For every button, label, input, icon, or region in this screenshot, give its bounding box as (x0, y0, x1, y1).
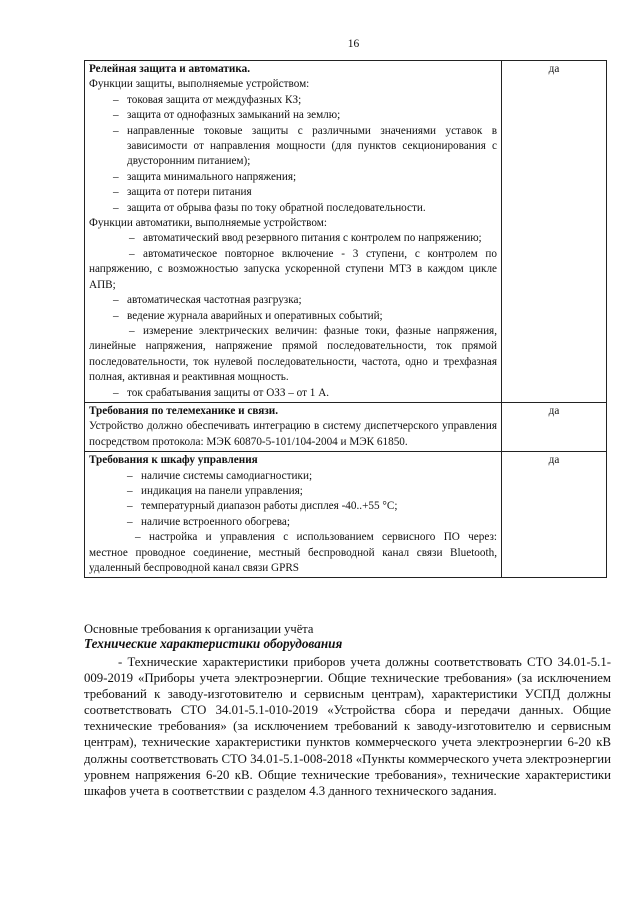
requirement-line (89, 324, 497, 386)
section-body (84, 654, 611, 799)
section-subtitle: Технические характеристики оборудования (84, 636, 343, 651)
requirement-line (89, 309, 497, 324)
requirement-line (89, 93, 497, 108)
requirement-line (89, 469, 497, 484)
requirement-line (89, 77, 497, 92)
list-dash: – (127, 484, 133, 497)
requirement-line (89, 231, 497, 246)
requirement-title: Требования по телемеханике и связи. (89, 404, 279, 417)
requirement-line (89, 419, 497, 450)
requirement-line (89, 499, 497, 514)
list-dash: – (127, 515, 133, 528)
requirement-line (89, 293, 497, 308)
requirement-answer-cell: да (502, 452, 607, 578)
requirement-line (89, 216, 497, 231)
requirement-description-cell (85, 61, 502, 403)
list-dash: – (113, 386, 119, 399)
requirement-line-text: настройка и управления с использованием сервисного ПО через: местное проводное соединение, местный беспроводной канал связи Bluetooth, удаленный беспроводной канал связи GPRS (89, 531, 497, 574)
requirement-line-text: защита от потери питания (127, 186, 252, 199)
requirement-line (89, 484, 497, 499)
list-dash: – (129, 324, 135, 337)
requirements-table (84, 60, 607, 578)
requirement-answer-cell: да (502, 402, 607, 451)
requirement-description-cell (85, 402, 502, 451)
list-dash: – (113, 109, 119, 122)
requirement-answer-cell: да (502, 61, 607, 403)
list-dash: – (129, 247, 135, 260)
requirement-line-text: Функции защиты, выполняемые устройством: (89, 78, 310, 91)
requirement-line-text: защита минимального напряжения; (127, 170, 297, 183)
requirement-line-text: токовая защита от междуфазных КЗ; (127, 93, 302, 106)
requirement-line-text: направленные токовые защиты с различными значениями уставок в зависимости от направления мощности (для пунктов секционирования с двусторонним питанием); (127, 124, 497, 168)
requirement-title: Требования к шкафу управления (89, 454, 258, 467)
requirement-line-text: измерение электрических величин: фазные токи, фазные напряжения, линейные напряжения, напряжение прямой последовательности, ток прямой последовательности, ток нулевой последовательности, частота, одно и трехфазная полная, активная и реактивная мощность. (89, 324, 497, 384)
list-dash: – (127, 500, 133, 513)
requirement-line (89, 124, 497, 170)
requirement-line (89, 185, 497, 200)
list-dash: – (135, 531, 141, 544)
requirement-line-text: Устройство должно обеспечивать интеграцию в систему диспетчерского управления посредством протокола: МЭК 60870-5-101/104-2004 и МЭК 61850. (89, 420, 497, 448)
requirement-line-text: Функции автоматики, выполняемые устройством: (89, 217, 327, 230)
list-dash: – (113, 124, 119, 137)
requirement-line-text: ведение журнала аварийных и оперативных событий; (127, 309, 383, 322)
requirement-description-cell (85, 452, 502, 578)
table-row (85, 452, 607, 578)
requirements-table-body (85, 61, 607, 578)
list-dash: – (113, 170, 119, 183)
requirement-line-text: защита от однофазных замыканий на землю; (127, 109, 341, 122)
requirement-line-text: ток срабатывания защиты от ОЗЗ – от 1 А. (127, 386, 330, 399)
requirement-line-text: температурный диапазон работы дисплея -40..+55 °С; (141, 500, 398, 513)
requirement-line-text: защита от обрыва фазы по току обратной последовательности. (127, 201, 426, 214)
requirement-line (89, 170, 497, 185)
list-dash: – (113, 93, 119, 106)
requirement-line (89, 247, 497, 293)
requirement-line-text: автоматический ввод резервного питания с контролем по напряжению; (143, 232, 482, 245)
requirement-title: Релейная защита и автоматика. (89, 63, 251, 75)
requirement-line (89, 201, 497, 216)
list-dash: – (113, 201, 119, 214)
list-dash: – (113, 309, 119, 322)
section-paragraph: - Технические характеристики приборов учета должны соответствовать СТО 34.01-5.1-009-2019 «Приборы учета электроэнергии. Общие технические требования» (за исключением требований к заводу-изготовителю и сервисным центрам), характеристики УСПД должны соответствовать СТО 34.01-5.1-010-2019 «Устройства сбора и передачи данных. Общие технические требования» (за исключением требований к заводу-изготовителю и сервисным центрам), технические характеристики пунктов коммерческого учета электроэнергии 6-20 кВ должны соответствовать СТО 34.01-5.1-008-2018 «Пункты коммерческого учета электроэнергии уровнем напряжения 6-20 кВ. Общие технические требования», технические характеристики шкафов учета в соответствии с разделом 4.3 данного технического задания. (84, 655, 611, 798)
list-dash: – (129, 232, 135, 245)
page-number: 16 (347, 38, 360, 50)
section-title: Основные требования к организации учёта (84, 622, 314, 636)
table-row (85, 61, 607, 403)
requirement-line (89, 386, 497, 401)
list-dash: – (113, 186, 119, 199)
requirement-line-text: автоматическое повторное включение - 3 ступени, с контролем по напряжению, с возможностью запуска ускоренной ступени МТЗ в каждом цикле АПВ; (89, 247, 497, 291)
list-dash: – (127, 469, 133, 482)
requirement-line-text: наличие системы самодиагностики; (141, 469, 313, 482)
requirement-line-text: автоматическая частотная разгрузка; (127, 294, 302, 307)
requirement-line (89, 108, 497, 123)
requirement-line-text: наличие встроенного обогрева; (141, 515, 290, 528)
requirement-line (89, 515, 497, 530)
requirement-line (89, 530, 497, 576)
table-row (85, 402, 607, 451)
requirement-line-text: индикация на панели управления; (141, 484, 303, 497)
list-dash: – (113, 294, 119, 307)
